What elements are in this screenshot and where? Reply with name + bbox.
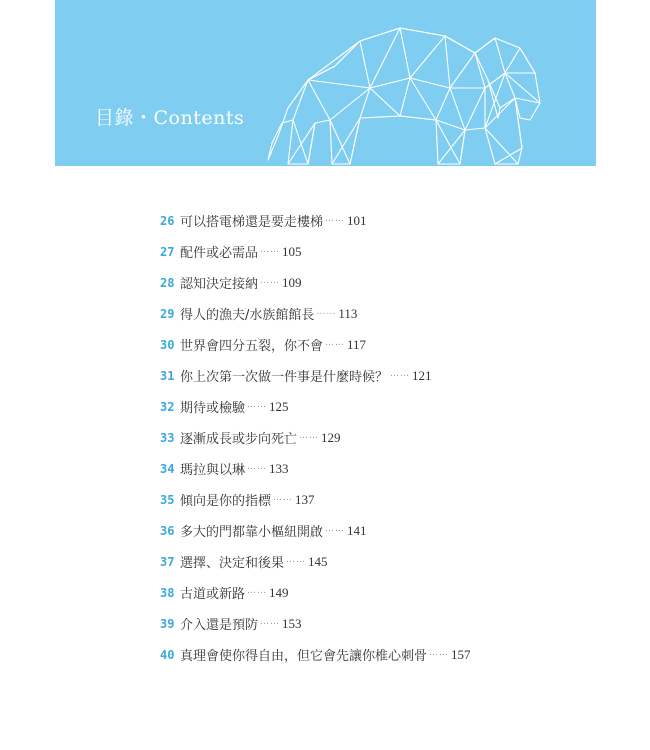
toc-entry-number: 38	[160, 585, 175, 600]
toc-entry	[160, 484, 600, 515]
geometric-elephant-icon	[260, 8, 565, 166]
toc-entry-number: 31	[160, 368, 175, 383]
toc-entry-title: 可以搭電梯還是要走樓梯	[180, 215, 324, 230]
toc-leader-dots: ……	[260, 275, 281, 286]
toc-leader-dots: ……	[429, 647, 450, 658]
toc-entry	[160, 422, 600, 453]
toc-entry-number: 26	[160, 213, 175, 228]
toc-entry-title: 配件或必需品	[180, 246, 259, 261]
toc-entry-page: 129	[321, 429, 341, 445]
toc-leader-dots: ……	[325, 337, 346, 348]
toc-entry-page: 149	[269, 584, 289, 600]
toc-entry-number: 28	[160, 275, 175, 290]
toc-leader-dots: ……	[247, 399, 268, 410]
toc-leader-dots: ……	[247, 461, 268, 472]
toc-leader-dots: ……	[260, 616, 281, 627]
toc-entry-page: 113	[338, 305, 358, 321]
toc-entry-title: 期待或檢驗	[180, 401, 246, 416]
toc-entry	[160, 360, 600, 391]
toc-entry-title: 你上次第一次做一件事是什麼時候？	[180, 370, 389, 385]
toc-leader-dots: ……	[247, 585, 268, 596]
toc-entry	[160, 236, 600, 267]
header-banner	[55, 0, 596, 166]
toc-entry-title: 真理會使你得自由，但它會先讓你椎心刺骨	[180, 649, 428, 664]
toc-entry-number: 27	[160, 244, 175, 259]
toc-leader-dots: ……	[325, 213, 346, 224]
toc-entry	[160, 205, 600, 236]
toc-entry-number: 40	[160, 647, 175, 662]
toc-entry-number: 32	[160, 399, 175, 414]
toc-entry-title: 多大的門都靠小樞紐開啟	[180, 525, 324, 540]
toc-entry	[160, 391, 600, 422]
table-of-contents	[160, 205, 600, 670]
toc-entry	[160, 267, 600, 298]
toc-entry-number: 39	[160, 616, 175, 631]
toc-entry-number: 34	[160, 461, 175, 476]
toc-entry-page: 125	[269, 398, 289, 414]
toc-entry-title: 世界會四分五裂，你不會	[180, 339, 324, 354]
toc-entry-number: 36	[160, 523, 175, 538]
toc-leader-dots: ……	[390, 368, 411, 379]
toc-entry	[160, 577, 600, 608]
toc-leader-dots: ……	[325, 523, 346, 534]
toc-leader-dots: ……	[273, 492, 294, 503]
toc-entry-title: 得人的漁夫/水族館館長	[180, 308, 315, 323]
toc-entry	[160, 515, 600, 546]
toc-entry-page: 133	[269, 460, 289, 476]
toc-leader-dots: ……	[316, 306, 337, 317]
toc-entry-title: 逐漸成長或步向死亡	[180, 432, 298, 447]
toc-entry	[160, 453, 600, 484]
toc-leader-dots: ……	[299, 430, 320, 441]
toc-entry-number: 35	[160, 492, 175, 507]
toc-entry-page: 109	[282, 274, 302, 290]
toc-entry-title: 選擇、決定和後果	[180, 556, 285, 571]
toc-entry	[160, 546, 600, 577]
toc-entry-title: 傾向是你的指標	[180, 494, 272, 509]
toc-entry-title: 古道或新路	[180, 587, 246, 602]
toc-entry-title: 認知決定接納	[180, 277, 259, 292]
toc-entry-title: 瑪拉與以琳	[180, 463, 246, 478]
toc-entry-page: 117	[347, 336, 367, 352]
page-title: 目錄・Contents	[95, 107, 245, 129]
toc-entry-title: 介入還是預防	[180, 618, 259, 633]
toc-entry-page: 141	[347, 522, 367, 538]
toc-entry-page: 121	[412, 367, 432, 383]
toc-entry	[160, 639, 600, 670]
toc-entry-page: 137	[295, 491, 315, 507]
toc-entry	[160, 329, 600, 360]
toc-entry-number: 33	[160, 430, 175, 445]
toc-leader-dots: ……	[260, 244, 281, 255]
toc-entry-number: 29	[160, 306, 175, 321]
toc-leader-dots: ……	[286, 554, 307, 565]
toc-entry-page: 145	[308, 553, 328, 569]
toc-entry-number: 37	[160, 554, 175, 569]
toc-entry-page: 153	[282, 615, 302, 631]
toc-entry-page: 105	[282, 243, 302, 259]
toc-entry	[160, 298, 600, 329]
toc-entry-page: 101	[347, 212, 367, 228]
toc-entry-number: 30	[160, 337, 175, 352]
toc-entry	[160, 608, 600, 639]
toc-entry-page: 157	[451, 646, 471, 662]
